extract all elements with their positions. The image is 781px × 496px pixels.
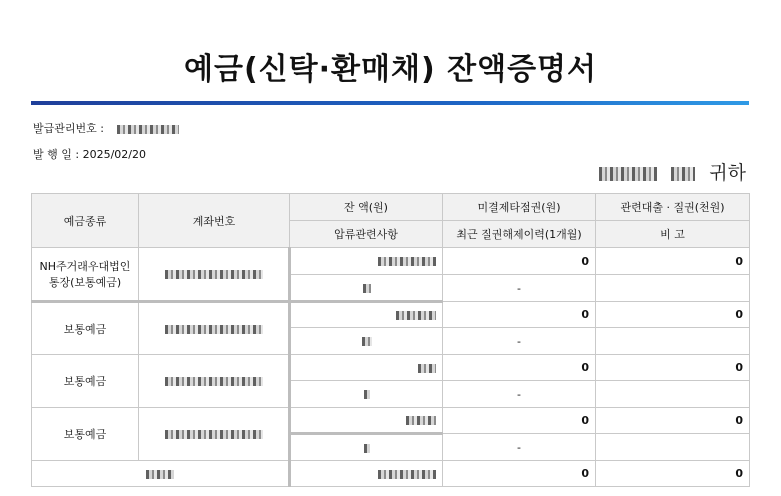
issue-date-value: 2025/02/20 <box>82 148 146 161</box>
redacted-seizure <box>363 284 371 293</box>
recipient-line <box>599 158 746 185</box>
redacted-account-no <box>165 377 263 386</box>
balance-table <box>31 193 750 487</box>
redacted-recipient-name-2 <box>671 167 695 181</box>
redacted-account-no <box>165 325 263 334</box>
release-cell: - <box>443 381 596 408</box>
header-deposit-type: 예금종류 <box>32 194 139 248</box>
total-uncleared-cell: 0 <box>443 461 596 487</box>
issue-number-line <box>33 120 179 136</box>
deposit-type-cell: 보통예금 <box>32 355 139 408</box>
redacted-balance <box>396 311 436 320</box>
total-row <box>32 461 750 487</box>
redacted-balance <box>378 257 436 266</box>
release-cell: - <box>443 328 596 355</box>
release-cell: - <box>443 275 596 302</box>
balance-cell <box>290 302 443 328</box>
table-row <box>32 302 750 328</box>
header-remarks: 비 고 <box>596 221 750 248</box>
balance-cell <box>290 355 443 381</box>
table-row <box>32 248 750 275</box>
balance-cell <box>290 248 443 275</box>
header-account-no: 계좌번호 <box>139 194 290 248</box>
redacted-total-balance <box>378 470 436 479</box>
document-title: 예금(신탁·환매채) 잔액증명서 <box>183 52 598 87</box>
deposit-type-cell: NH주거래우대법인통장(보통예금) <box>32 248 139 302</box>
table-row <box>32 355 750 381</box>
seizure-cell <box>290 434 443 461</box>
seizure-cell <box>290 328 443 355</box>
title-underline <box>31 101 749 105</box>
loan-cell: 0 <box>596 248 750 275</box>
header-balance: 잔 액(원) <box>290 194 443 221</box>
deposit-type-cell: 보통예금 <box>32 302 139 355</box>
redacted-total-label <box>146 470 174 479</box>
redacted-account-no <box>165 430 263 439</box>
issue-date-label: 발 행 일 : <box>33 148 80 161</box>
release-cell: - <box>443 434 596 461</box>
total-label-cell <box>32 461 290 487</box>
redacted-issue-number <box>117 125 179 134</box>
remarks-cell <box>596 275 750 302</box>
issue-date-line <box>33 146 146 162</box>
recipient-suffix: 귀하 <box>709 162 746 184</box>
redacted-seizure <box>364 444 370 453</box>
remarks-cell <box>596 381 750 408</box>
account-no-cell <box>139 302 290 355</box>
uncleared-cell: 0 <box>443 408 596 434</box>
redacted-seizure <box>364 390 370 399</box>
remarks-cell <box>596 328 750 355</box>
balance-cell <box>290 408 443 434</box>
remarks-cell <box>596 434 750 461</box>
redacted-account-no <box>165 270 263 279</box>
account-no-cell <box>139 408 290 461</box>
uncleared-cell: 0 <box>443 248 596 275</box>
seizure-cell <box>290 275 443 302</box>
redacted-recipient-name <box>599 167 657 181</box>
redacted-balance <box>418 364 436 373</box>
total-loan-cell: 0 <box>596 461 750 487</box>
uncleared-cell: 0 <box>443 302 596 328</box>
uncleared-cell: 0 <box>443 355 596 381</box>
seizure-cell <box>290 381 443 408</box>
issue-number-label: 발급관리번호 : <box>33 122 104 135</box>
redacted-seizure <box>362 337 372 346</box>
table-row <box>32 408 750 434</box>
loan-cell: 0 <box>596 408 750 434</box>
header-related-loan: 관련대출 · 질권(천원) <box>596 194 750 221</box>
deposit-type-cell: 보통예금 <box>32 408 139 461</box>
loan-cell: 0 <box>596 302 750 328</box>
header-recent-release: 최근 질권해제이력(1개월) <box>443 221 596 248</box>
account-no-cell <box>139 248 290 302</box>
loan-cell: 0 <box>596 355 750 381</box>
header-seizure: 압류관련사항 <box>290 221 443 248</box>
redacted-balance <box>406 416 436 425</box>
account-no-cell <box>139 355 290 408</box>
header-uncleared: 미결제타점권(원) <box>443 194 596 221</box>
total-balance-cell <box>290 461 443 487</box>
